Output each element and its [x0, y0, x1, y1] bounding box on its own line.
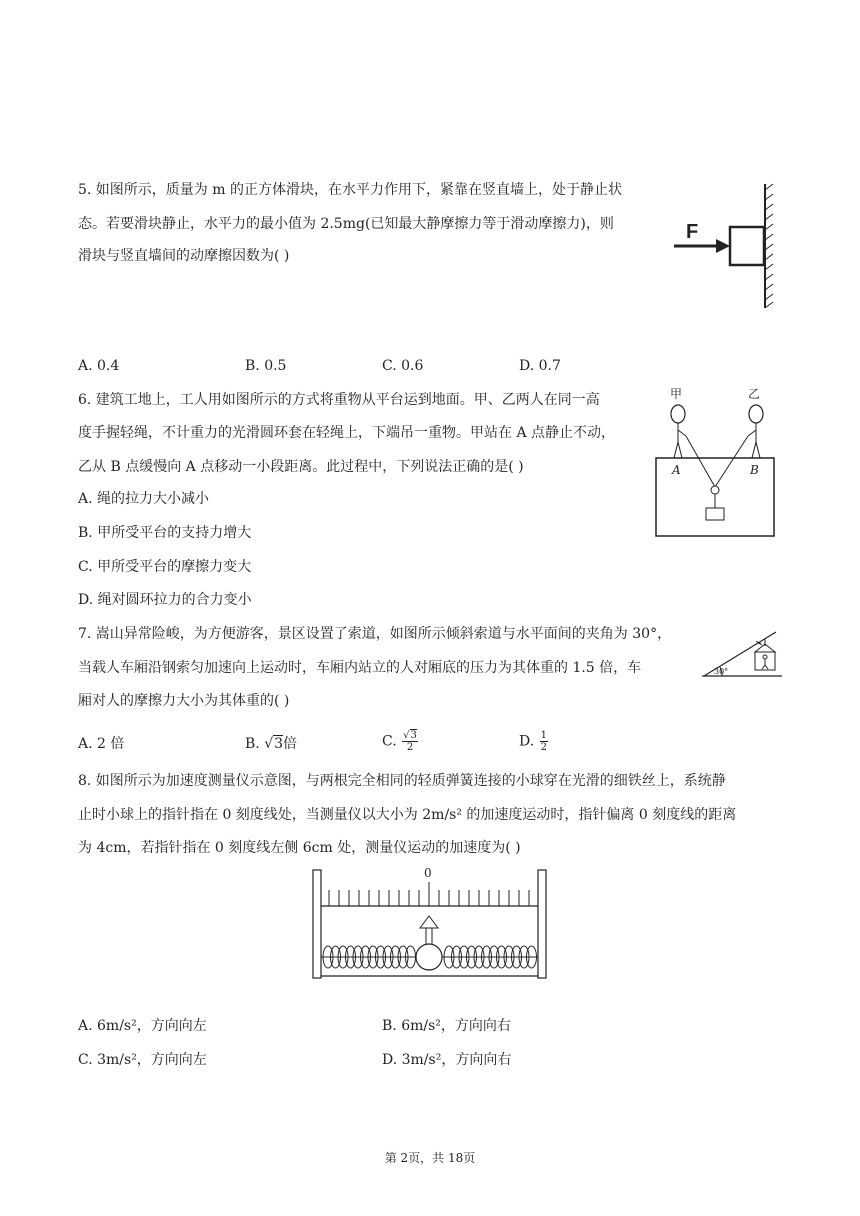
page-footer: 第 2页，共 18页 — [384, 1151, 476, 1165]
q6-label-b: B — [750, 463, 759, 477]
q7-line-2: 当载人车厢沿钢索匀加速向上运动时，车厢内站立的人对厢底的压力为其体重的 1.5 倍，车 — [78, 660, 642, 676]
q6-option-b: B. 甲所受平台的支持力增大 — [78, 525, 252, 541]
q8-option-b: B. 6m/s²，方向向右 — [382, 1018, 511, 1034]
q7-option-b: B. √3倍 — [245, 736, 298, 752]
q7-option-d: D. $\frac{1}{2}$ — [519, 730, 548, 753]
q8-line-3: 为 4cm，若指针指在 0 刻度线左侧 6cm 处，测量仪运动的加速度为( ) — [78, 840, 521, 856]
q5-option-a: A. 0.4 — [78, 358, 120, 374]
q6-figure-platform-rope — [650, 380, 780, 540]
q7-option-c: C. $\frac{√3}{2}$ — [382, 730, 417, 753]
q7-angle-label: 30° — [714, 667, 729, 676]
q6-option-d: D. 绳对圆环拉力的合力变小 — [78, 592, 252, 608]
q8-option-a: A. 6m/s²，方向向左 — [78, 1018, 207, 1034]
q5-figure-block-on-wall — [670, 180, 780, 312]
q8-line-2: 止时小球上的指针指在 0 刻度线处，当测量仪以大小为 2m/s² 的加速度运动时，指针偏离 0 刻度线的距离 — [78, 807, 737, 823]
q8-zero-label: 0 — [424, 866, 432, 880]
q7-line-3: 厢对人的摩擦力大小为其体重的( ) — [78, 693, 290, 709]
q6-line-1: 6. 建筑工地上，工人用如图所示的方式将重物从平台运到地面。甲、乙两人在同一高 — [78, 392, 600, 408]
q8-option-d: D. 3m/s²，方向向右 — [382, 1052, 512, 1068]
q7-figure-cableway — [700, 622, 784, 680]
q5-option-b: B. 0.5 — [245, 358, 287, 374]
q5-option-d: D. 0.7 — [519, 358, 561, 374]
q5-line-1: 5. 如图所示，质量为 m 的正方体滑块，在水平力作用下，紧靠在竖直墙上，处于静止状 — [78, 182, 622, 198]
q8-option-c: C. 3m/s²，方向向左 — [78, 1052, 207, 1068]
q7-option-a: A. 2 倍 — [78, 736, 125, 752]
q6-option-a: A. 绳的拉力大小减小 — [78, 491, 210, 507]
q6-option-c: C. 甲所受平台的摩擦力变大 — [78, 559, 252, 575]
q6-label-yi: 乙 — [748, 387, 761, 401]
q5-line-3: 滑块与竖直墙间的动摩擦因数为( ) — [78, 248, 290, 264]
q6-label-a: A — [672, 463, 681, 477]
q8-figure-accelerometer — [308, 860, 552, 982]
q5-force-label: F — [686, 221, 699, 243]
q6-line-2: 度手握轻绳，不计重力的光滑圆环套在轻绳上，下端吊一重物。甲站在 A 点静止不动， — [78, 425, 616, 441]
q5-line-2: 态。若要滑块静止，水平力的最小值为 2.5mg(已知最大静摩擦力等于滑动摩擦力)，则 — [78, 216, 614, 232]
q6-label-jia: 甲 — [670, 387, 683, 401]
q7-line-1: 7. 嵩山异常险峻，为方便游客，景区设置了索道，如图所示倾斜索道与水平面间的夹角为 30°， — [78, 626, 672, 642]
q8-line-1: 8. 如图所示为加速度测量仪示意图，与两根完全相同的轻质弹簧连接的小球穿在光滑的细铁丝上，系统静 — [78, 773, 726, 789]
q5-option-c: C. 0.6 — [382, 358, 424, 374]
q6-line-3: 乙从 B 点缓慢向 A 点移动一小段距离。此过程中，下列说法正确的是( ) — [78, 459, 524, 475]
